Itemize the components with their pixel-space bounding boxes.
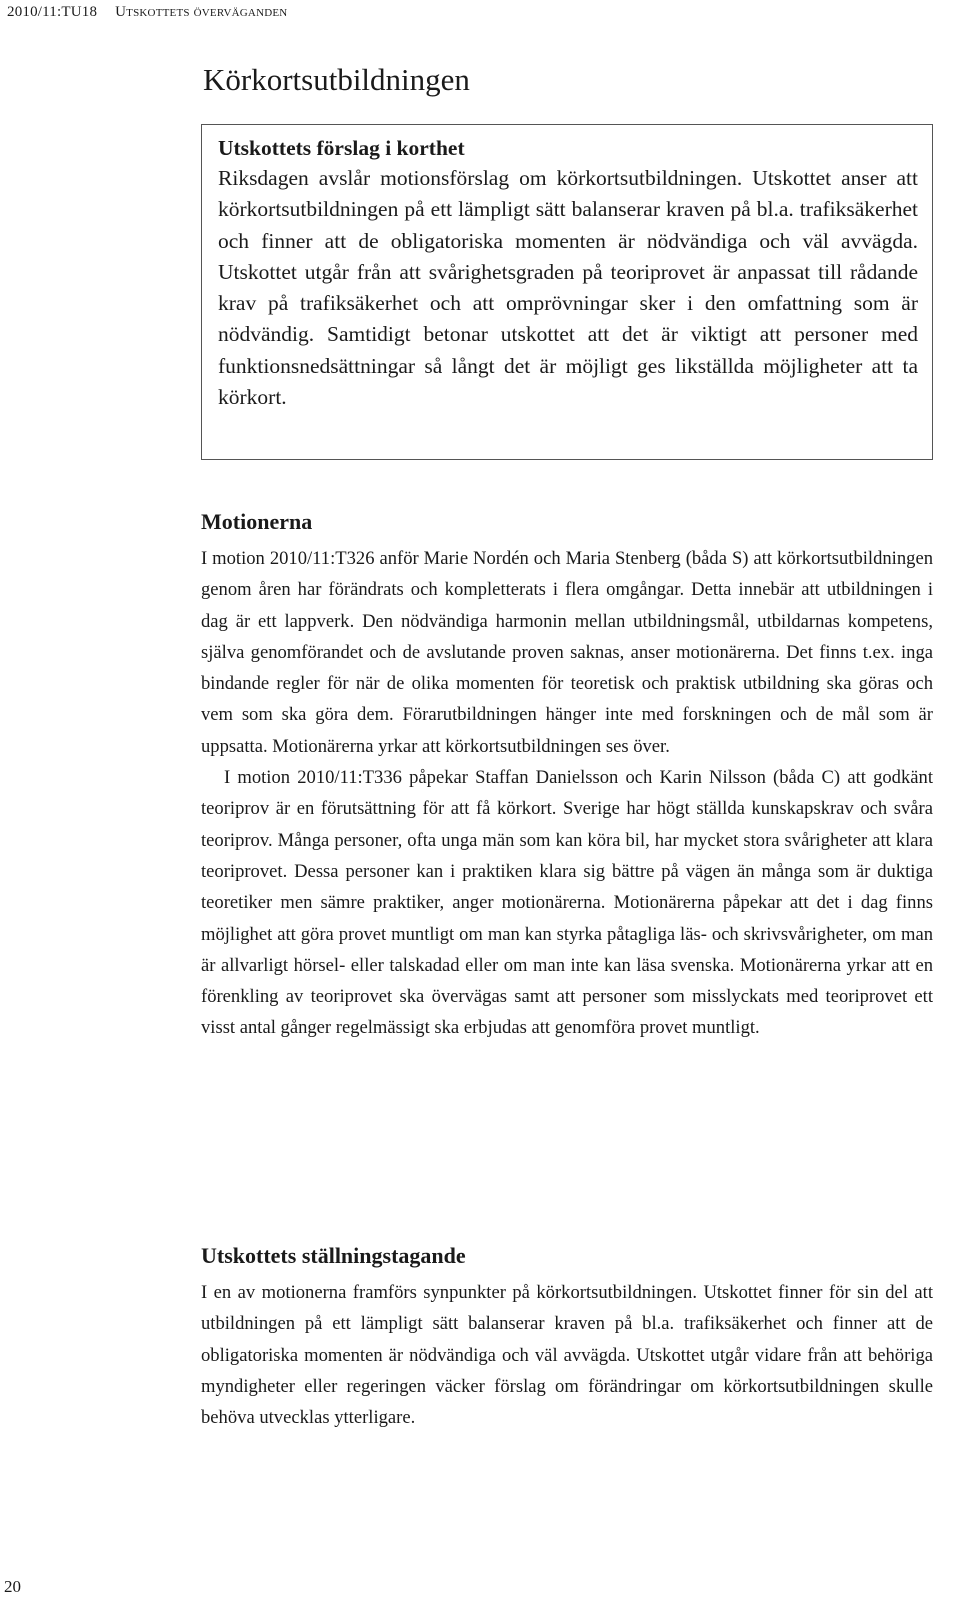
chapter-title: Körkortsutbildningen — [203, 62, 470, 97]
paragraph: I motion 2010/11:T336 påpekar Staffan Danielsson och Karin Nilsson (båda C) att godkänt teoriprov är en förutsättning för att få körkort. Sverige har högt ställda kunskapskrav och svåra teoriprov. Många personer, ofta unga män som kan köra bil, har mycket stora svårigheter att klara teoriprovet. Dessa personer kan i praktiken klara sig bättre på vägen än många som är duktiga teoretiker men sämre praktiker, anger motionärerna. Motionärerna påpekar att det i dag finns möjlighet att göra provet muntligt om man kan styrka påtagliga läs- och skrivsvårigheter, om man är allvarligt hörsel- eller talskadad eller om man inte kan läsa svenska. Motionärerna yrkar att en förenkling av teoriprovet ska övervägas samt att personer som misslyckats med teoriprovet ett visst antal gånger regelmässigt ska erbjudas att genomföra provet muntligt. — [201, 767, 933, 1039]
document-id: 2010/11:TU18 — [7, 4, 98, 20]
proposal-summary-text: Riksdagen avslår motionsförslag om körkortsutbildningen. Utskottet anser att körkortsutbildningen på ett lämpligt sätt balanserar kraven på bl.a. trafiksäkerhet och finner att de obligatoriska momenten är nödvändiga och väl avvägda. Utskottet utgår från att svårighetsgraden på teoriprovet är anpassat till rådande krav på trafiksäkerhet och att omprövningar sker i den omfattning som är nödvändig. Samtidigt betonar utskottet att det är viktigt att personer med funktionsnedsättningar så långt det är möjligt ges likställda möjligheter att ta körkort. — [218, 166, 918, 410]
running-head — [7, 4, 287, 21]
section-heading-motionerna: Motionerna — [201, 509, 313, 534]
paragraph: I motion 2010/11:T326 anför Marie Nordén och Maria Stenberg (båda S) att körkortsutbildningen genom åren har förändrats och kompletterats i flera omgångar. Detta innebär att utbildningen i dag är ett lappverk. Den nödvändiga harmonin mellan utbildningsmål, utbildarnas kompetens, själva genomförandet och de avslutande proven saknas, anser motionärerna. Det finns t.ex. inga bindande regler för när de olika momenten för teoretisk och praktisk utbildning ska göras och vem som ska göra dem. Förarutbildningen hänger inte med forskningen och de mål som är uppsatta. Motionärerna yrkar att körkortsutbildningen ses över. — [201, 548, 933, 757]
paragraph: I en av motionerna framförs synpunkter på körkortsutbildningen. Utskottet finner för sin del att utbildningen på ett lämpligt sätt balanserar kraven på bl.a. trafiksäkerhet och finner att de obligatoriska momenten är nödvändiga och väl avvägda. Utskottet utgår vidare från att behöriga myndigheter eller regeringen väcker förslag om förändringar om körkortsutbildningen skulle behöva utvecklas ytterligare. — [201, 1282, 933, 1429]
proposal-summary-heading: Utskottets förslag i korthet — [218, 136, 465, 160]
section-stallningstagande — [201, 1241, 933, 1433]
running-head-section: Utskottets överväganden — [115, 4, 288, 20]
section-heading-stallningstagande: Utskottets ställningstagande — [201, 1243, 466, 1268]
page-number: 20 — [4, 1577, 21, 1596]
section-motionerna — [201, 507, 933, 1044]
proposal-summary-box — [201, 124, 933, 460]
